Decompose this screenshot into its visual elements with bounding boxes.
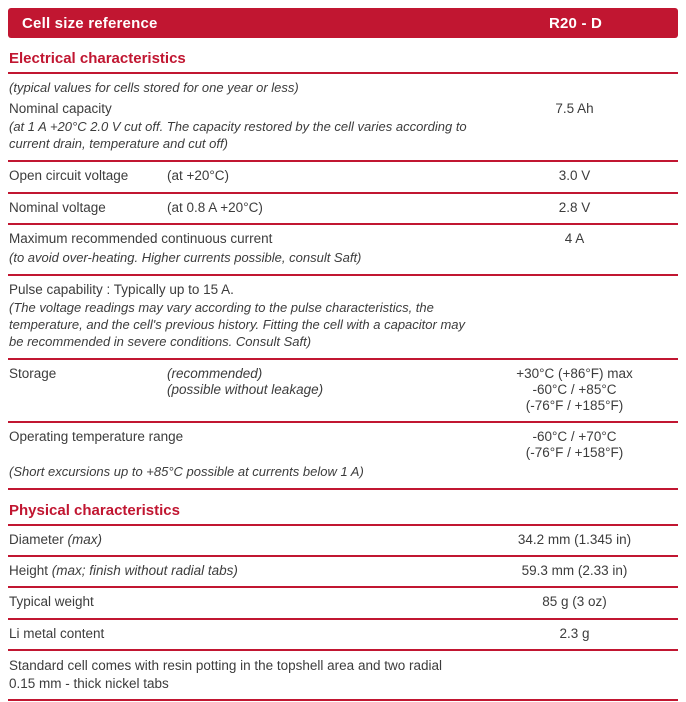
operating-temperature-value-f: (-76°F / +158°F) (525, 445, 624, 461)
divider (8, 488, 678, 490)
diameter-label (9, 532, 472, 548)
header-bar (8, 8, 678, 38)
divider (8, 699, 678, 701)
nominal-voltage-row (8, 194, 678, 223)
electrical-intro-note: (typical values for cells stored for one year or less) (9, 80, 299, 95)
nominal-voltage-condition: (at 0.8 A +20°C) (167, 199, 263, 215)
height-label-text: Height (9, 562, 49, 578)
storage-condition-recommended: (recommended) (167, 365, 263, 381)
divider (8, 72, 678, 74)
height-label-note: (max; finish without radial tabs) (51, 562, 238, 578)
physical-section-title: Physical characteristics (9, 501, 180, 519)
operating-temperature-value-c: -60°C / +70°C (532, 429, 617, 445)
storage-conditions (167, 366, 472, 398)
operating-temperature-label: Operating temperature range (9, 429, 184, 445)
open-circuit-voltage-value: 3.0 V (558, 168, 591, 184)
typical-weight-label: Typical weight (9, 594, 94, 610)
nominal-capacity-block (8, 95, 678, 153)
electrical-section (8, 50, 678, 490)
physical-section (8, 502, 678, 702)
nominal-capacity-value: 7.5 Ah (555, 101, 594, 116)
storage-value-recommended: +30°C (+86°F) max (516, 365, 633, 381)
max-current-block (8, 225, 678, 266)
height-row (8, 557, 678, 586)
storage-value-range-f: (-76°F / +185°F) (525, 398, 624, 414)
pulse-capability-row (8, 276, 678, 300)
open-circuit-voltage-label: Open circuit voltage (9, 168, 129, 184)
pulse-capability-label: Pulse capability : Typically up to 15 A. (9, 281, 234, 297)
divider (8, 649, 678, 651)
max-current-note: (to avoid over-heating. Higher currents possible, consult Saft) (9, 249, 362, 265)
diameter-row (8, 526, 678, 555)
li-metal-content-row (8, 620, 678, 649)
storage-value-range: -60°C / +85°C (532, 381, 617, 397)
pulse-capability-note: (The voltage readings may vary according to the pulse characteristics, the temperature, and the cell's previous history. Fitting the cell with a capacitor may be recommended in severe conditions. Consult Saft) (9, 300, 466, 349)
header-model: R20 - D (548, 14, 603, 32)
operating-temperature-row (8, 423, 678, 463)
operating-temperature-note: (Short excursions up to +85°C possible at currents below 1 A) (9, 463, 364, 479)
header-title: Cell size reference (22, 14, 158, 32)
open-circuit-voltage-row (8, 162, 678, 191)
typical-weight-value: 85 g (3 oz) (542, 594, 607, 610)
nominal-capacity-label: Nominal capacity (9, 101, 112, 116)
electrical-section-title: Electrical characteristics (9, 50, 186, 67)
max-current-value: 4 A (564, 231, 585, 247)
max-current-row (8, 225, 678, 249)
nominal-capacity-note: (at 1 A +20°C 2.0 V cut off. The capacity restored by the cell varies according to current drain, temperature and cut off) (9, 119, 467, 152)
open-circuit-voltage-condition: (at +20°C) (167, 168, 230, 184)
nominal-voltage-label: Nominal voltage (9, 199, 106, 215)
operating-temperature-block (8, 423, 678, 480)
height-label (9, 563, 472, 579)
li-metal-content-label: Li metal content (9, 625, 105, 641)
operating-temperature-values (472, 429, 677, 461)
storage-condition-leakage: (possible without leakage) (167, 381, 324, 397)
diameter-label-text: Diameter (9, 531, 64, 547)
storage-values (472, 366, 677, 415)
storage-row (8, 360, 678, 422)
storage-label: Storage (9, 365, 57, 381)
diameter-value: 34.2 mm (1.345 in) (517, 531, 632, 547)
li-metal-content-value: 2.3 g (559, 625, 590, 641)
footer-note: Standard cell comes with resin potting in the topshell area and two radial 0.15 mm - thick nickel tabs (9, 658, 442, 691)
height-value: 59.3 mm (2.33 in) (521, 562, 628, 578)
nominal-capacity-row (8, 95, 678, 119)
typical-weight-row (8, 588, 678, 617)
diameter-label-note: (max) (67, 531, 103, 547)
nominal-voltage-value: 2.8 V (558, 199, 591, 215)
pulse-capability-block (8, 276, 678, 351)
max-current-label: Maximum recommended continuous current (9, 231, 273, 247)
